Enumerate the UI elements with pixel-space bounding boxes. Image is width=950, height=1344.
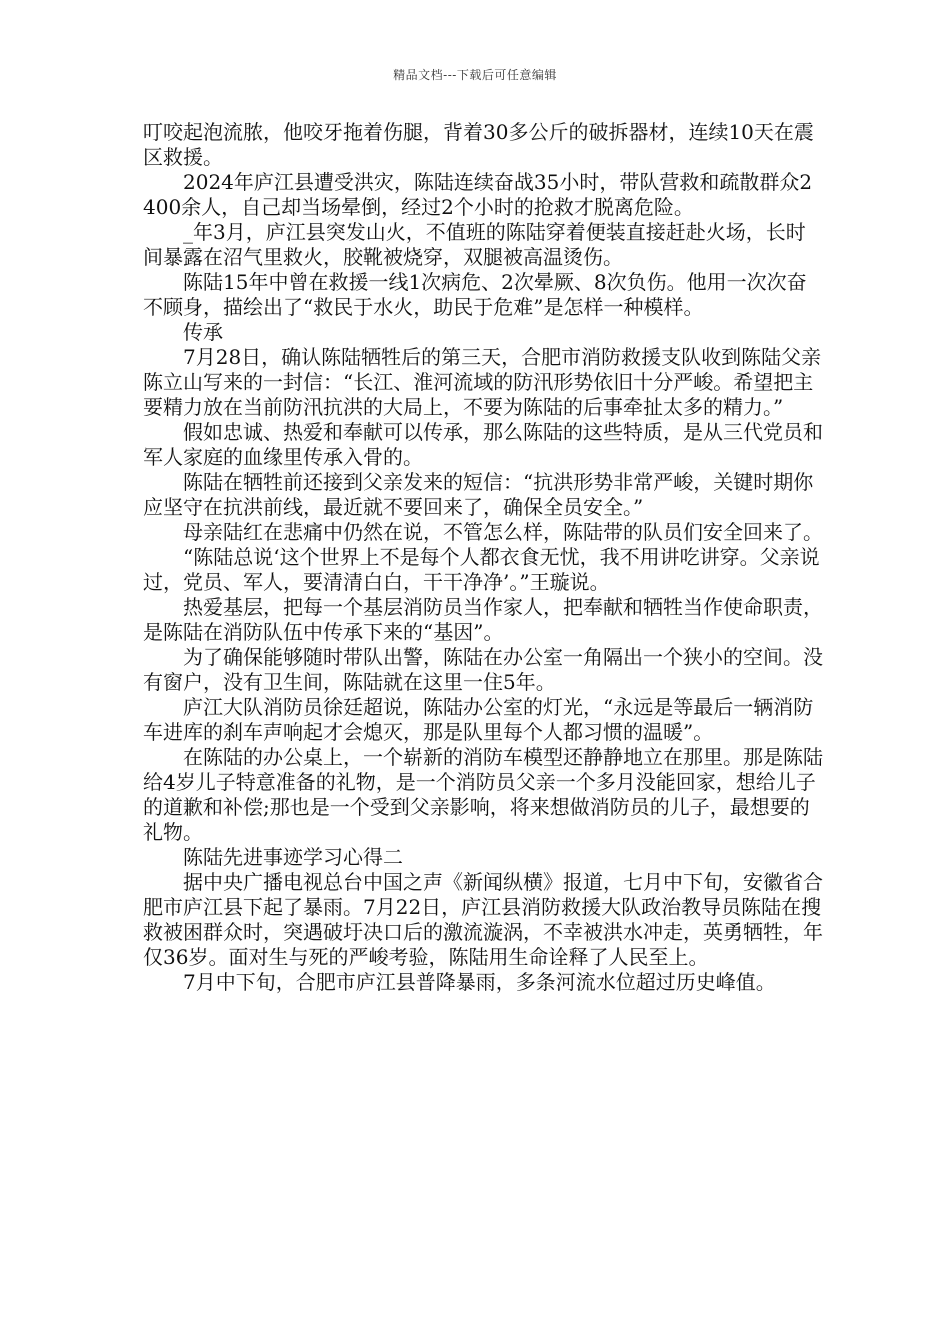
paragraph: “陈陆总说‘这个世界上不是每个人都衣食无忧，我不用讲吃讲穿。父亲说过，党员、军人，要清清白白，干干净净’。”王璇说。 bbox=[143, 545, 820, 594]
paragraph: 陈陆在牺牲前还接到父亲发来的短信：“抗洪形势非常严峻，关键时期你应坚守在抗洪前线，最近就不要回来了，确保全员安全。” bbox=[143, 470, 814, 519]
paragraph: 在陈陆的办公桌上，一个崭新的消防车模型还静静地立在那里。那是陈陆给4岁儿子特意准备的礼物，是一个消防员父亲一个多月没能回家，想给儿子的道歉和补偿;那也是一个受到父亲影响，将来想做消防员的儿子，最想要的礼物。 bbox=[143, 745, 823, 844]
section-heading: 传承 bbox=[183, 320, 223, 344]
section-heading: 陈陆先进事迹学习心得二 bbox=[183, 845, 403, 869]
paragraph: 陈陆15年中曾在救援一线1次病危、2次晕厥、8次负伤。他用一次次奋不顾身，描绘出了“救民于水火，助民于危难”是怎样一种模样。 bbox=[143, 270, 807, 319]
paragraph: _年3月，庐江县突发山火，不值班的陈陆穿着便装直接赶赴火场，长时间暴露在沼气里救火，胶靴被烧穿，双腿被高温烫伤。 bbox=[143, 220, 806, 269]
document-body bbox=[143, 120, 823, 995]
paragraph: 2024年庐江县遭受洪灾，陈陆连续奋战35小时，带队营救和疏散群众2400余人，自己却当场晕倒，经过2个小时的抢救才脱离危险。 bbox=[143, 170, 813, 219]
paragraph: 7月28日，确认陈陆牺牲后的第三天，合肥市消防救援支队收到陈陆父亲陈立山写来的一封信：“长江、淮河流域的防汛形势依旧十分严峻。希望把主要精力放在当前防汛抗洪的大局上，不要为陈陆的后事牵扯太多的精力。” bbox=[143, 345, 822, 419]
paragraph: 庐江大队消防员徐廷超说，陈陆办公室的灯光，“永远是等最后一辆消防车进库的刹车声响起才会熄灭，那是队里每个人都习惯的温暖”。 bbox=[143, 695, 814, 744]
paragraph: 假如忠诚、热爱和奉献可以传承，那么陈陆的这些特质，是从三代党员和军人家庭的血缘里传承入骨的。 bbox=[143, 420, 823, 469]
paragraph: 热爱基层，把每一个基层消防员当作家人，把奉献和牺牲当作使命职责，是陈陆在消防队伍中传承下来的“基因”。 bbox=[143, 595, 823, 644]
page-header: 精品文档---下载后可任意编辑 bbox=[393, 68, 557, 82]
paragraph: 为了确保能够随时带队出警，陈陆在办公室一角隔出一个狭小的空间。没有窗户，没有卫生间，陈陆就在这里一住5年。 bbox=[143, 645, 823, 694]
paragraph: 母亲陆红在悲痛中仍然在说，不管怎么样，陈陆带的队员们安全回来了。 bbox=[183, 520, 823, 544]
paragraph: 叮咬起泡流脓，他咬牙拖着伤腿，背着30多公斤的破拆器材，连续10天在震区救援。 bbox=[143, 120, 814, 169]
paragraph: 据中央广播电视总台中国之声《新闻纵横》报道，七月中下旬，安徽省合肥市庐江县下起了暴雨。7月22日，庐江县消防救援大队政治教导员陈陆在搜救被困群众时，突遇破圩决口后的激流漩涡，不幸被洪水冲走，英勇牺牲，年仅36岁。面对生与死的严峻考验，陈陆用生命诠释了人民至上。 bbox=[143, 870, 823, 969]
paragraph: 7月中下旬，合肥市庐江县普降暴雨，多条河流水位超过历史峰值。 bbox=[183, 970, 776, 994]
